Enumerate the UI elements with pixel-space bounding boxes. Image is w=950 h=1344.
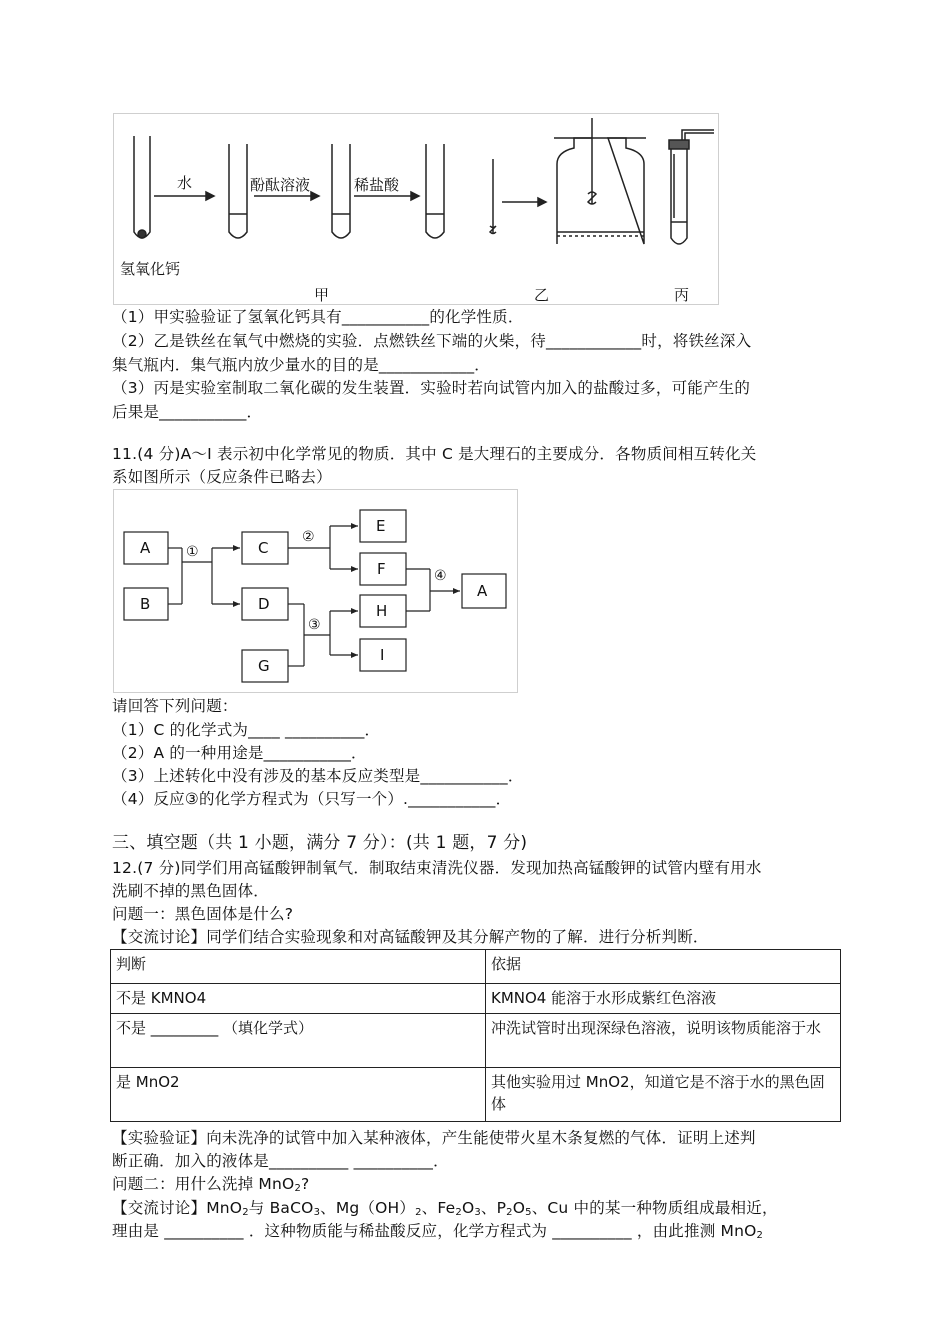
node-e: E [376, 517, 386, 535]
reaction-1-label: ① [186, 544, 199, 560]
substance-label: 氢氧化钙 [120, 260, 181, 278]
table-header-basis: 依据 [486, 950, 841, 984]
table-row [111, 950, 841, 984]
conversion-diagram [113, 489, 518, 693]
node-b: B [140, 595, 151, 613]
q12-stem: 12.(7 分)同学们用高锰酸钾制氧气．制取结束清洗仪器．发现加热高锰酸钾的试管内壁有用水 [112, 859, 762, 877]
q10-part2-cont: 集气瓶内．集气瓶内放少量水的目的是____________． [112, 356, 491, 374]
q12-stem-cont: 洗刷不掉的黑色固体． [112, 882, 270, 900]
q11-sub1: （1）C 的化学式为____ __________． [112, 721, 381, 739]
discussion-two-cont: 理由是 __________ ．这种物质能与稀盐酸反应，化学方程式为 __________ ，由此推测 MnO$_2$ [112, 1222, 764, 1241]
table-cell: 是 MnO2 [111, 1068, 486, 1122]
q11-prompt: 请回答下列问题： [112, 697, 238, 715]
table-row [111, 1014, 841, 1068]
judgment-table [110, 949, 841, 1122]
node-a-result: A [477, 582, 488, 600]
table-cell: 冲洗试管时出现深绿色溶液，说明该物质能溶于水 [486, 1014, 841, 1068]
section-3-title: 三、填空题（共 1 小题，满分 7 分）：(共 1 题，7 分) [112, 833, 528, 853]
experiment-figure [113, 113, 719, 305]
table-cell: 不是 _________ （填化学式） [111, 1014, 486, 1068]
reaction-4-label: ④ [434, 568, 447, 584]
q10-part2: （2）乙是铁丝在氧气中燃烧的实验．点燃铁丝下端的火柴，待____________时，将铁丝深入 [112, 332, 752, 350]
label-jia: 甲 [314, 286, 330, 304]
discussion-one: 【交流讨论】同学们结合实验现象和对高锰酸钾及其分解产物的了解．进行分析判断． [112, 928, 709, 946]
label-yi: 乙 [534, 286, 550, 304]
label-bing: 丙 [674, 286, 690, 304]
node-d: D [258, 595, 270, 613]
node-c: C [258, 539, 269, 557]
question-two: 问题二：用什么洗掉 MnO$_2$? [112, 1175, 310, 1194]
q11-sub4: （4）反应③的化学方程式为（只写一个）.___________． [112, 790, 512, 808]
arrow-label-dilute-hcl: 稀盐酸 [354, 176, 400, 194]
table-cell: 不是 KMNO4 [111, 984, 486, 1014]
q11-stem: 11.(4 分)A～I 表示初中化学常见的物质．其中 C 是大理石的主要成分．各物质间相互转化关 [112, 445, 757, 463]
reaction-2-label: ② [302, 529, 315, 545]
arrow-label-phenolphthalein: 酚酞溶液 [250, 176, 311, 194]
q11-sub2: （2）A 的一种用途是___________． [112, 744, 367, 762]
table-cell: KMNO4 能溶于水形成紫红色溶液 [486, 984, 841, 1014]
node-f: F [377, 560, 386, 578]
experiment-drawing [114, 114, 718, 304]
experiment-verification-cont: 断正确．加入的液体是__________ __________． [112, 1152, 449, 1170]
node-i: I [380, 646, 385, 664]
discussion-two: 【交流讨论】MnO$_2$与 BaCO$_3$、$Mg(OH)_2$、$Fe_2O_3$、$P_2O_5$、Cu 中的某一种物质组成最相近， [112, 1199, 778, 1218]
node-h: H [376, 602, 388, 620]
table-row [111, 984, 841, 1014]
q10-part3: （3）丙是实验室制取二氧化碳的发生装置．实验时若向试管内加入的盐酸过多，可能产生的 [112, 379, 751, 397]
node-a: A [140, 539, 151, 557]
q11-sub3: （3）上述转化中没有涉及的基本反应类型是___________． [112, 767, 524, 785]
table-cell: 其他实验用过 MnO2，知道它是不溶于水的黑色固体 [486, 1068, 841, 1122]
q10-part1: （1）甲实验验证了氢氧化钙具有___________的化学性质． [112, 308, 524, 326]
table-header-judgment: 判断 [111, 950, 486, 984]
q11-stem-cont: 系如图所示（反应条件已略去） [112, 468, 332, 486]
q10-part3-cont: 后果是___________． [112, 403, 263, 421]
experiment-verification: 【实验验证】向未洗净的试管中加入某种液体，产生能使带火星木条复燃的气体．证明上述判 [112, 1129, 756, 1147]
conversion-diagram-drawing [114, 490, 517, 692]
node-g: G [258, 657, 270, 675]
table-row [111, 1068, 841, 1122]
question-one: 问题一：黑色固体是什么? [112, 905, 294, 923]
arrow-label-water: 水 [177, 174, 193, 192]
reaction-3-label: ③ [308, 617, 321, 633]
